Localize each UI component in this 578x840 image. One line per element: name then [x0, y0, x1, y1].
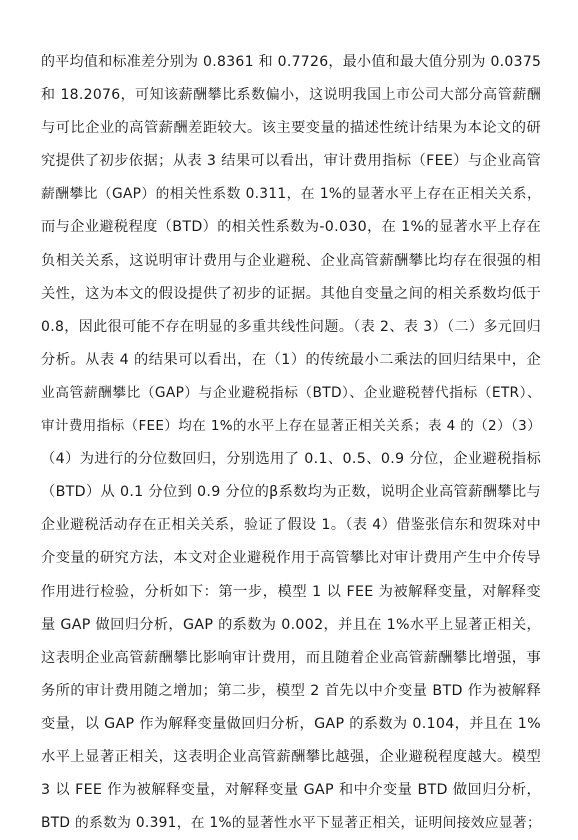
text-line: 企业避税活动存在正相关关系，验证了假设 1。（表 4）借鉴张信东和贺珠对中: [41, 517, 541, 534]
text-line: 0.8，因此很可能不存在明显的多重共线性问题。（表 2、表 3）（二）多元回归: [41, 318, 541, 335]
text-line: 而与企业避税程度（BTD）的相关性系数为-0.030，在 1%的显著水平上存在: [41, 219, 541, 236]
text-line: （4）为进行的分位数回归，分别选用了 0.1、0.5、0.9 分位，企业避税指标: [41, 451, 541, 468]
text-line: 的平均值和标准差分别为 0.8361 和 0.7726，最小值和最大值分别为 0.0375: [41, 54, 542, 70]
text-line: BTD 的系数为 0.391，在 1%的显著性水平下显著正相关，证明间接效应显著；: [41, 815, 542, 832]
text-line: 这表明企业高管薪酬攀比影响审计费用，而且随着企业高管薪酬攀比增强，事: [41, 649, 541, 666]
text-line: 变量，以 GAP 作为解释变量做回归分析，GAP 的系数为 0.104，并且在 1%: [41, 715, 541, 732]
text-line: 与可比企业的高管薪酬差距较大。该主要变量的描述性统计结果为本论文的研: [41, 120, 541, 137]
text-line: 作用进行检验，分析如下：第一步，模型 1 以 FEE 为被解释变量，对解释变: [41, 583, 541, 600]
text-line: 水平上显著正相关，这表明企业高管薪酬攀比越强，企业避税程度越大。模型: [41, 748, 541, 765]
text-line: 介变量的研究方法，本文对企业避税作用于高管攀比对审计费用产生中介传导: [41, 550, 541, 567]
text-line: 分析。从表 4 的结果可以看出，在（1）的传统最小二乘法的回归结果中，企: [41, 351, 541, 368]
text-line: 究提供了初步依据；从表 3 结果可以看出，审计费用指标（FEE）与企业高管: [41, 153, 541, 170]
text-line: 审计费用指标（FEE）均在 1%的水平上存在显著正相关关系；表 4 的（2）（3）: [41, 418, 541, 435]
body-text: [41, 46, 541, 840]
text-line: 3 以 FEE 作为被解释变量，对解释变量 GAP 和中介变量 BTD 做回归分析，: [41, 782, 541, 799]
text-line: （BTD）从 0.1 分位到 0.9 分位的β系数均为正数，说明企业高管薪酬攀比与: [41, 484, 541, 501]
text-line: 和 18.2076，可知该薪酬攀比系数偏小，这说明我国上市公司大部分高管薪酬: [41, 87, 541, 104]
text-line: 关性，这为本文的假设提供了初步的证据。其他自变量之间的相关系数均低于: [41, 285, 541, 302]
text-line: 务所的审计费用随之增加；第二步，模型 2 首先以中介变量 BTD 作为被解释: [41, 682, 541, 699]
text-line: 量 GAP 做回归分析，GAP 的系数为 0.002，并且在 1%水平上显著正相关，: [41, 616, 541, 633]
text-line: 负相关关系，这说明审计费用与企业避税、企业高管薪酬攀比均存在很强的相: [41, 252, 541, 269]
text-line: 业高管薪酬攀比（GAP）与企业避税指标（BTD）、企业避税替代指标（ETR）、: [41, 384, 541, 401]
text-line: 薪酬攀比（GAP）的相关性系数 0.311，在 1%的显著水平上存在正相关关系，: [41, 186, 541, 203]
